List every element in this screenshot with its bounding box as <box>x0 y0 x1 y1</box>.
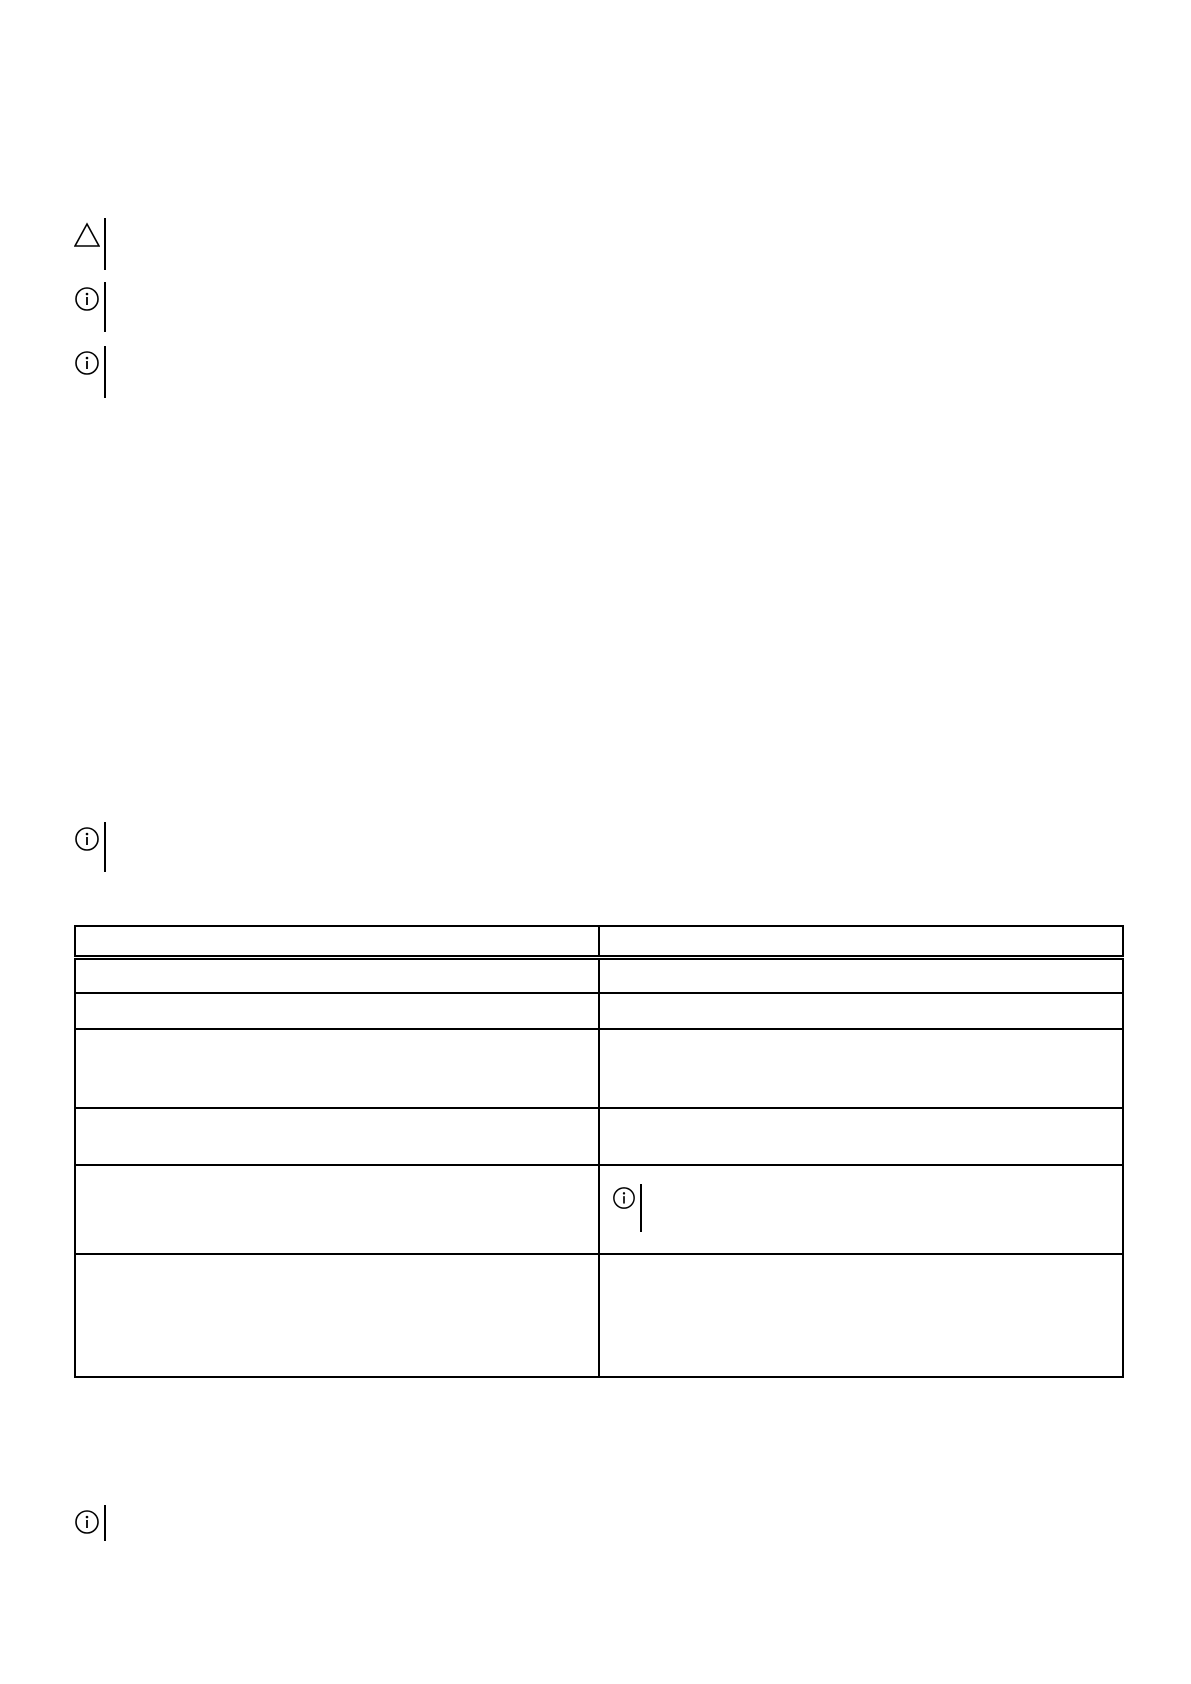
notice-divider <box>640 1184 642 1232</box>
table-header-cell <box>75 926 599 958</box>
table-row <box>75 1108 1123 1165</box>
cell-note <box>612 1184 652 1234</box>
info-circle-icon <box>74 286 100 312</box>
table-row <box>75 993 1123 1029</box>
note-notice <box>74 1505 114 1555</box>
table-row <box>75 958 1123 993</box>
info-circle-icon <box>74 1509 100 1535</box>
notice-divider <box>104 218 106 270</box>
notice-divider <box>104 346 106 398</box>
table-cell <box>599 1108 1123 1165</box>
info-circle-icon <box>74 826 100 852</box>
table-cell <box>75 1108 599 1165</box>
table-cell <box>75 1254 599 1377</box>
table-cell <box>599 1254 1123 1377</box>
table-cell <box>599 1029 1123 1108</box>
table-cell <box>599 958 1123 993</box>
table-cell-with-note <box>599 1165 1123 1254</box>
table-cell <box>75 1165 599 1254</box>
table-header-cell <box>599 926 1123 958</box>
table-cell <box>75 958 599 993</box>
note-notice <box>74 822 114 872</box>
table-cell <box>599 993 1123 1029</box>
table-header-row <box>75 926 1123 958</box>
table-cell <box>75 993 599 1029</box>
spec-table <box>74 925 1124 1378</box>
info-circle-icon <box>612 1186 636 1210</box>
caution-notice <box>74 218 114 268</box>
info-circle-icon <box>74 350 100 376</box>
caution-triangle-icon <box>74 222 100 248</box>
table-row <box>75 1254 1123 1377</box>
table-row <box>75 1029 1123 1108</box>
notice-divider <box>104 282 106 332</box>
note-notice <box>74 282 114 332</box>
table-row <box>75 1165 1123 1254</box>
note-notice <box>74 346 114 396</box>
table-cell <box>75 1029 599 1108</box>
notice-divider <box>104 1505 106 1541</box>
notice-divider <box>104 822 106 872</box>
